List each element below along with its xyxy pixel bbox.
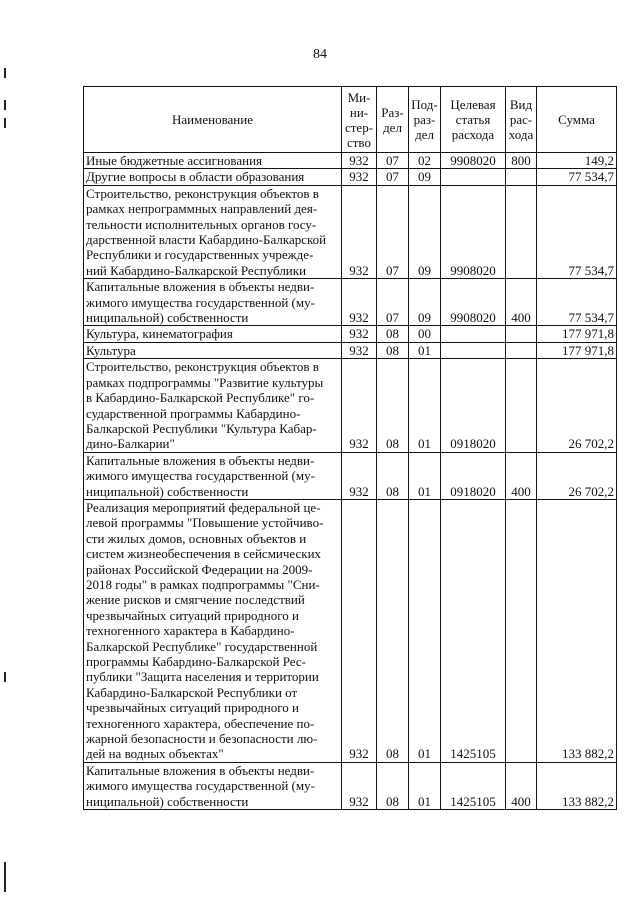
row-section: 07 [377, 185, 409, 278]
row-ministry: 932 [342, 279, 377, 326]
header-sum: Сумма [537, 87, 617, 153]
row-type: 400 [506, 279, 537, 326]
header-section: Раз- дел [377, 87, 409, 153]
row-sum: 77 534,7 [537, 279, 617, 326]
row-type [506, 342, 537, 358]
scan-artifact [4, 100, 6, 110]
row-subsection: 01 [409, 342, 441, 358]
row-target: 1425105 [441, 762, 506, 809]
row-target: 1425105 [441, 499, 506, 762]
row-subsection: 01 [409, 762, 441, 809]
row-ministry: 932 [342, 452, 377, 499]
table-row [84, 185, 617, 278]
row-sum: 26 702,2 [537, 359, 617, 452]
row-name: Капитальные вложения в объекты недви- жимого имущества государственной (му- ниципальной) собственности [84, 452, 342, 499]
row-subsection: 00 [409, 326, 441, 342]
row-section: 07 [377, 153, 409, 169]
row-name: Реализация мероприятий федеральной це- левой программы "Повышение устойчиво- сти жилых домов, основных объектов и систем жизнеобеспечения в сейсмических районах Российской Федерации на 2009- 2018 годы" в рамках подпрограммы "Сни- жение рисков и смягчение последствий чрезвычайных ситуаций природного и техногенного характера в Кабардино- Балкарской Республике" государственной программы Кабардино-Балкарской Рес- публики "Защита населения и территории Кабардино-Балкарской Республики от чрезвычайных ситуаций природного и техногенного характера, обеспечение по- жарной безопасности и безопасности лю- дей на водных объектах" [84, 499, 342, 762]
row-ministry: 932 [342, 185, 377, 278]
row-subsection: 09 [409, 279, 441, 326]
row-type: 400 [506, 762, 537, 809]
row-section: 07 [377, 169, 409, 185]
row-type [506, 169, 537, 185]
row-subsection: 01 [409, 359, 441, 452]
header-type: Вид рас- хода [506, 87, 537, 153]
row-name: Строительство, реконструкция объектов в рамках непрограммных направлений дея- тельности исполнительных органов госу- дарственной власти Кабардино-Балкарской Республики и государственных учрежде- ний Кабардино-Балкарской Республики [84, 185, 342, 278]
row-sum: 149,2 [537, 153, 617, 169]
row-section: 07 [377, 279, 409, 326]
row-subsection: 09 [409, 169, 441, 185]
row-section: 08 [377, 359, 409, 452]
row-sum: 77 534,7 [537, 169, 617, 185]
row-ministry: 932 [342, 762, 377, 809]
row-sum: 133 882,2 [537, 762, 617, 809]
row-target: 9908020 [441, 153, 506, 169]
row-name: Культура [84, 342, 342, 358]
row-section: 08 [377, 499, 409, 762]
row-ministry: 932 [342, 153, 377, 169]
table-row [84, 169, 617, 185]
table-row [84, 153, 617, 169]
row-sum: 26 702,2 [537, 452, 617, 499]
scan-artifact [4, 672, 6, 682]
row-sum: 177 971,8 [537, 326, 617, 342]
row-target: 0918020 [441, 452, 506, 499]
row-sum: 77 534,7 [537, 185, 617, 278]
header-name: Наименование [84, 87, 342, 153]
row-sum: 177 971,8 [537, 342, 617, 358]
row-target: 9908020 [441, 279, 506, 326]
row-section: 08 [377, 762, 409, 809]
row-type [506, 326, 537, 342]
budget-table [83, 86, 617, 810]
row-type [506, 499, 537, 762]
row-section: 08 [377, 342, 409, 358]
row-subsection: 01 [409, 452, 441, 499]
header-row [84, 87, 617, 153]
table-row [84, 499, 617, 762]
header-target: Целевая статья расхода [441, 87, 506, 153]
page-number: 84 [313, 47, 327, 62]
row-ministry: 932 [342, 359, 377, 452]
table-row [84, 279, 617, 326]
row-ministry: 932 [342, 169, 377, 185]
row-name: Капитальные вложения в объекты недви- жимого имущества государственной (му- ниципальной) собственности [84, 762, 342, 809]
row-subsection: 02 [409, 153, 441, 169]
row-name: Иные бюджетные ассигнования [84, 153, 342, 169]
row-type [506, 185, 537, 278]
row-section: 08 [377, 326, 409, 342]
row-section: 08 [377, 452, 409, 499]
row-subsection: 01 [409, 499, 441, 762]
header-ministry: Ми- ни- стер- ство [342, 87, 377, 153]
row-name: Культура, кинематография [84, 326, 342, 342]
row-sum: 133 882,2 [537, 499, 617, 762]
header-subsection: Под- раз- дел [409, 87, 441, 153]
row-target: 9908020 [441, 185, 506, 278]
table-row [84, 762, 617, 809]
row-name: Капитальные вложения в объекты недви- жимого имущества государственной (му- ниципальной) собственности [84, 279, 342, 326]
row-target [441, 169, 506, 185]
row-ministry: 932 [342, 499, 377, 762]
row-ministry: 932 [342, 326, 377, 342]
row-name: Другие вопросы в области образования [84, 169, 342, 185]
scan-artifact [4, 118, 6, 128]
table-row [84, 359, 617, 452]
row-type [506, 359, 537, 452]
row-subsection: 09 [409, 185, 441, 278]
row-name: Строительство, реконструкция объектов в рамках подпрограммы "Развитие культуры в Кабардино-Балкарской Республике" го- сударственной программы Кабардино- Балкарской Республики "Культура Кабар- дино-Балкарии" [84, 359, 342, 452]
row-type: 800 [506, 153, 537, 169]
row-target [441, 326, 506, 342]
row-target: 0918020 [441, 359, 506, 452]
scan-artifact [4, 68, 6, 78]
table-row [84, 342, 617, 358]
table-row [84, 452, 617, 499]
scan-artifact [4, 862, 6, 892]
row-target [441, 342, 506, 358]
row-type: 400 [506, 452, 537, 499]
row-ministry: 932 [342, 342, 377, 358]
table-row [84, 326, 617, 342]
